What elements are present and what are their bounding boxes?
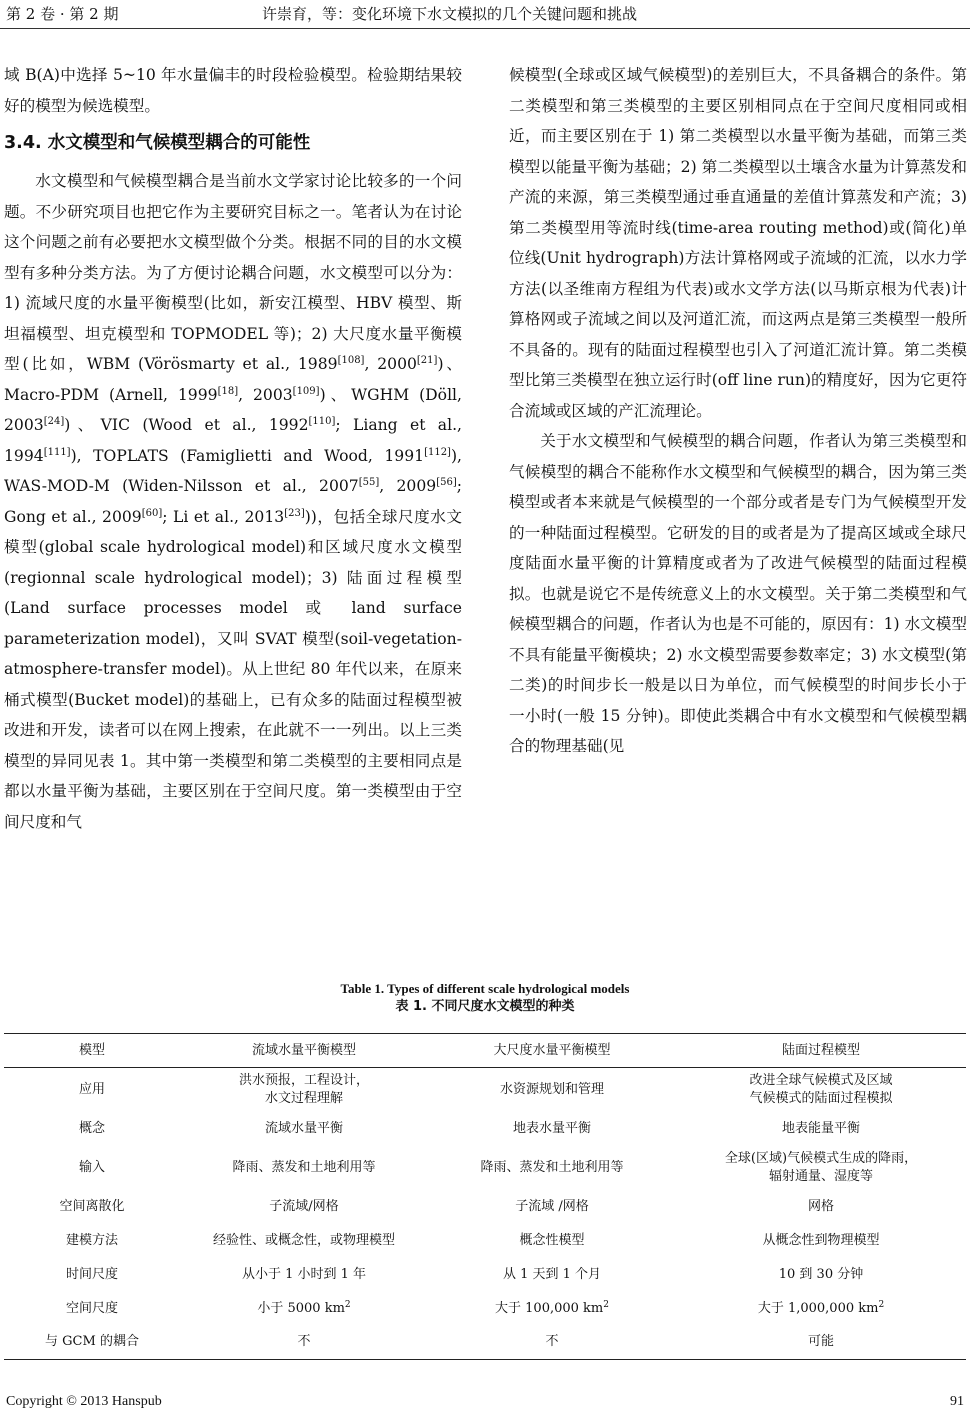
table-cell: 水资源规划和管理 [499, 1081, 604, 1097]
table-cell: 经验性、或概念性，或物理模型 [212, 1232, 395, 1248]
table-cell: 概念性模型 [519, 1232, 585, 1248]
table-row [4, 1146, 966, 1190]
citation-108: [108] [337, 355, 365, 366]
row-label: 空间尺度 [65, 1300, 118, 1316]
table-caption-en: Table 1. Types of different scale hydrological models [340, 981, 630, 996]
right-paragraph-2: 关于水文模型和气候模型的耦合问题，作者认为第三类模型和气候模型的耦合不能称作水文模型和气候模型的耦合，因为第三类模型或者本来就是气候模型的一个部分或者是专门为气候模型开发的一种陆面过程模型。它研发的目的或者是为了提高区域或全球尺度陆面水量平衡的计算精度或者为了改进气候模型的陆面过程模拟。也就是说它不是传统意义上的水文模型。关于第二类模型和气候模型耦合的问题，作者认为也是不可能的，原因有：1) 水文模型不具有能量平衡模块；2) 水文模型需要参数率定；3) 水文模型(第二类)的时间步长一般是以日为单位，而气候模型的时间步长小于一小时(一般 15 分钟)。即使此类耦合中有水文模型和气候模型耦合的物理基础(见 [509, 432, 967, 755]
right-paragraph-1: 候模型(全球或区域气候模型)的差别巨大，不具备耦合的条件。第二类模型和第三类模型的主要区别相同点在于空间尺度相同或相近，而主要区别在于 1) 第二类模型以水量平衡为基础，而第三类模型以能量平衡为基础；2) 第二类模型以土壤含水量为计算蒸发和产流的来源，第三类模型通过垂直通量的差值计算蒸发和产流；3) 第二类模型用等流时线(time-area routing method)或(简化)单位线(Unit hydrograph)方法计算格网或子流域的汇流，以水力学方法(以圣维南方程组为代表)或水文学方法(以马斯京根为代表)计算格网或子流域之间以及河道汇流，而这两点是第三类模型一般所不具备的。现有的陆面过程模型也引入了河道汇流计算。第二类模型比第三类模型在独立运行时(off line run)的精度好，因为它更符合流域或区域的产汇流理论。 [509, 66, 967, 420]
row-label: 概念 [78, 1120, 105, 1136]
row-label: 时间尺度 [65, 1266, 118, 1282]
citation-56: [56] [436, 477, 457, 488]
left-paragraph-1: 域 B(A)中选择 5~10 年水量偏丰的时段检验模型。检验期结果较好的模型为候选模型。 [4, 66, 462, 115]
row-label: 应用 [78, 1081, 105, 1097]
table-cell: 小于 5000 $km^2$ [257, 1299, 351, 1316]
citation-111: [111] [43, 446, 71, 458]
table-cell: 洪水预报，工程设计， 水文过程理解 [238, 1072, 369, 1106]
table-cell: 流域水量平衡 [264, 1120, 343, 1136]
table-cell: 可能 [676, 1326, 966, 1360]
header-cell-land-surface: 陆面过程模型 [676, 1034, 966, 1068]
left-column [4, 60, 462, 837]
table-row [4, 1326, 966, 1360]
table-row [4, 1258, 966, 1292]
table-cell: 不 [428, 1326, 676, 1360]
right-column [509, 60, 967, 762]
table-row [4, 1292, 966, 1326]
table-cell: 降雨、蒸发和土地利用等 [480, 1159, 624, 1175]
citation-55: [55] [358, 477, 380, 488]
section-heading: 3.4. 水文模型和气候模型耦合的可能性 [4, 133, 311, 153]
table-cell: 从概念性到物理模型 [762, 1232, 880, 1248]
citation-110: [110] [308, 416, 336, 427]
table-cell: 从 1 天到 1 个月 [502, 1266, 602, 1282]
citation-24: [24] [43, 416, 65, 427]
table-cell: 地表能量平衡 [781, 1120, 860, 1136]
row-label: 与 GCM 的耦合 [4, 1326, 180, 1360]
journal-volume-issue: 第 2 卷 · 第 2 期 [6, 5, 119, 23]
table-caption-zh: 表 1. 不同尺度水文模型的种类 [395, 999, 575, 1014]
running-title: 许崇育，等：变化环境下水文模拟的几个关键问题和挑战 [262, 5, 638, 23]
row-label: 输入 [78, 1159, 105, 1175]
model-types-table [4, 1033, 966, 1360]
header-cell-large-scale: 大尺度水量平衡模型 [428, 1034, 676, 1068]
table-cell: 子流域/网格 [269, 1198, 339, 1214]
table-cell: 大于 100,000 $km^2$ [495, 1299, 609, 1316]
header-cell-model: 模型 [4, 1034, 180, 1068]
table-row [4, 1190, 966, 1224]
table-cell: 地表水量平衡 [512, 1120, 591, 1136]
table-row [4, 1068, 966, 1112]
header-rule [0, 28, 970, 29]
table-row [4, 1112, 966, 1146]
page-number: 91 [950, 1394, 964, 1409]
table-cell: 改进全球气候模式及区域 气候模式的陆面过程模拟 [749, 1072, 893, 1106]
table-row [4, 1224, 966, 1258]
row-label: 建模方法 [65, 1232, 118, 1248]
table-cell: 全球(区域)气候模式生成的降雨， 辐射通量、湿度等 [724, 1150, 918, 1184]
citation-18: [18] [217, 385, 239, 397]
citation-23: [23] [284, 507, 305, 519]
left-paragraph-2: 水文模型和气候模型耦合是当前水文学家讨论比较多的一个问题。不少研究项目也把它作为主要研究目标之一。笔者认为在讨论这个问题之前有必要把水文模型做个分类。根据不同的目的水文模型有多种分类方法。为了方便讨论耦合问题，水文模型可以分为：1) 流域尺度的水量平衡模型(比如，新安江模型、HBV 模型、斯坦福模型、坦克模型和 TOPMODEL 等)；2) 大尺度水量平衡模型(比如，WBM (Vörösmarty et al., 1989[108], 2000[21])、Macro-PDM (Arnell, 1999[18], 2003[109])、WGHM (Döll, 2003[24])、VIC (Wood et al., 1992[110]; Liang et al., 1994[111]), TOPLATS (Famiglietti and Wood, 1991[112]), WAS-MOD-M (Widen-Nilsson et al., 2007[55], 2009[56]; Gong et al., 2009[60]; Li et al., 2013[23]))，包括全球尺度水文模型(global scale hydrological model)和区域尺度水文模型(regionnal scale hydrological model)；3) 陆面过程模型(Land surface processes model 或 land surface parameterization model)，又叫 SVAT 模型(soil-vegetation-atmosphere-transfer model)。从上世纪 80 年代以来，在原来桶式模型(Bucket model)的基础上，已有众多的陆面过程模型被改进和开发，读者可以在网上搜索，在此就不一一列出。以上三类模型的异同见表 1。其中第一类模型和第二类模型的主要相同点是都以水量平衡为基础，主要区别在于空间尺度。第一类模型由于空间尺度和气 [4, 172, 463, 831]
table-header-row [4, 1034, 966, 1068]
table-cell: 10 到 30 分钟 [778, 1266, 864, 1282]
header-cell-basin: 流域水量平衡模型 [180, 1034, 428, 1068]
table-cell: 大于 1,000,000 $km^2$ [757, 1299, 885, 1316]
table-cell: 降雨、蒸发和土地利用等 [232, 1159, 376, 1175]
page-footer [6, 1393, 964, 1411]
table-cell: 从小于 1 小时到 1 年 [241, 1266, 367, 1282]
table-cell: 不 [180, 1326, 428, 1360]
citation-60: [60] [141, 507, 163, 519]
table-cell: 子流域 /网格 [515, 1198, 589, 1214]
running-head [6, 3, 964, 29]
table-cell: 网格 [807, 1198, 834, 1214]
citation-112: [112] [424, 446, 451, 458]
citation-109: [109] [292, 385, 320, 397]
row-label: 空间离散化 [59, 1198, 125, 1214]
citation-21: [21] [416, 355, 438, 366]
copyright: Copyright © 2013 Hanspub [6, 1394, 162, 1409]
